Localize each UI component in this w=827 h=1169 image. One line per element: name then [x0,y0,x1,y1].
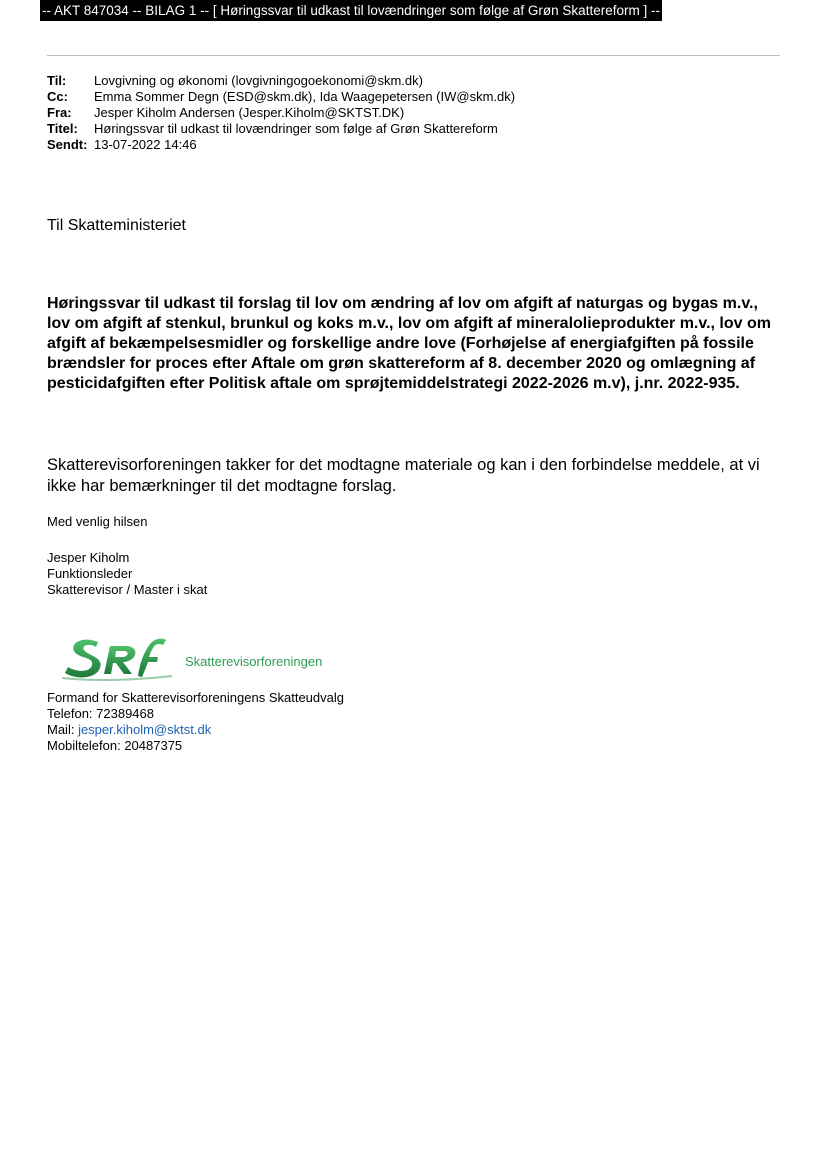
header-row-to [47,73,515,89]
contact-phone: Telefon: 72389468 [47,706,154,721]
contact-mail-row [47,722,344,738]
header-value: 13-07-2022 14:46 [94,137,197,152]
header-label: Fra: [47,105,72,120]
header-divider [47,55,780,56]
subject-heading: Høringssvar til udkast til forslag til lov om ændring af lov om afgift af naturgas og bygas m.v., lov om afgift af stenkul, brunkul og koks m.v., lov om afgift af mineralolieprodukter m.v., lov om afgift af bekæmpelsesmidler og forskellige andre love (Forhøjelse af energiafgiften på fossile brændsler for proces efter Aftale om grøn skattereform af 8. december 2020 og omlægning af pesticidafgiften efter Politisk aftale om sprøjtemiddelstrategi 2022-2026 m.v), j.nr. 2022-935. [47,295,771,392]
closing-greeting: Med venlig hilsen [47,514,148,529]
header-value: Lovgivning og økonomi (lovgivningogoekonomi@skm.dk) [94,73,423,88]
salutation: Til Skatteministeriet [47,217,186,234]
contact-mail-label: Mail: [47,722,79,737]
srf-logo-icon [60,632,175,682]
organization-logo [60,632,322,682]
header-row-title [47,121,515,137]
header-label: Til: [47,73,67,88]
signature-role: Funktionsleder [47,566,133,581]
email-headers [47,73,515,153]
document-banner: -- AKT 847034 -- BILAG 1 -- [ Høringssvar til udkast til lovændringer som følge af Grøn Skattereform ] -- [40,0,662,21]
header-row-cc [47,89,515,105]
header-value: Emma Sommer Degn (ESD@skm.dk), Ida Waagepetersen (IW@skm.dk) [94,89,516,104]
organization-name: Skatterevisorforeningen [185,653,323,669]
signature-title: Skatterevisor / Master i skat [47,582,208,597]
header-value: Jesper Kiholm Andersen (Jesper.Kiholm@SKTST.DK) [94,105,405,120]
header-value: Høringssvar til udkast til lovændringer som følge af Grøn Skattereform [94,121,498,136]
header-label: Sendt: [47,137,88,152]
header-label: Cc: [47,89,68,104]
header-row-sent [47,137,515,153]
header-row-from [47,105,515,121]
signature-block [47,550,207,598]
body-paragraph: Skatterevisorforeningen takker for det modtagne materiale og kan i den forbindelse meddele, at vi ikke har bemærkninger til det modtagne forslag. [47,456,760,495]
header-label: Titel: [47,121,78,136]
email-link[interactable]: jesper.kiholm@sktst.dk [78,722,212,737]
contact-block [47,690,344,754]
contact-position: Formand for Skatterevisorforeningens Skatteudvalg [47,690,344,705]
signature-name: Jesper Kiholm [47,550,130,565]
contact-mobile: Mobiltelefon: 20487375 [47,738,183,753]
